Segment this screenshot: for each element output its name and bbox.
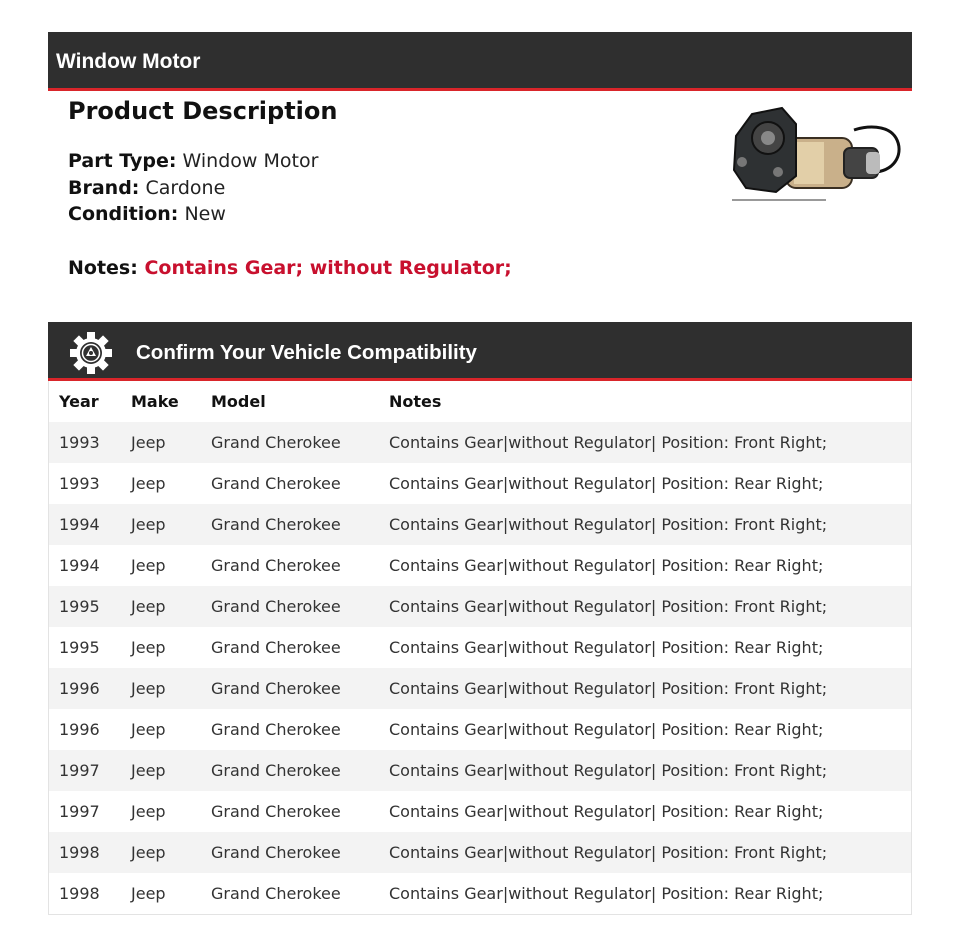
cell-make: Jeep: [121, 504, 201, 545]
table-row: [49, 668, 911, 709]
cell-notes: Contains Gear|without Regulator| Position: Rear Right;: [379, 545, 911, 586]
cell-model: Grand Cherokee: [201, 791, 379, 832]
title-bar: [48, 32, 912, 91]
cell-notes: Contains Gear|without Regulator| Position: Rear Right;: [379, 627, 911, 668]
compatibility-header: [48, 322, 912, 381]
table-row: [49, 709, 911, 750]
product-attributes: [68, 148, 688, 228]
cell-year: 1998: [49, 873, 121, 914]
cell-model: Grand Cherokee: [201, 545, 379, 586]
cell-notes: Contains Gear|without Regulator| Position: Front Right;: [379, 832, 911, 873]
cell-model: Grand Cherokee: [201, 832, 379, 873]
part-type-row: [68, 148, 688, 175]
cell-make: Jeep: [121, 709, 201, 750]
table-row: [49, 627, 911, 668]
table-row: [49, 873, 911, 914]
column-header-make: Make: [131, 392, 179, 411]
part-type-value: Window Motor: [182, 150, 319, 172]
cell-model: Grand Cherokee: [201, 750, 379, 791]
condition-label: Condition:: [68, 203, 179, 225]
cell-notes: Contains Gear|without Regulator| Position: Front Right;: [379, 586, 911, 627]
cell-notes: Contains Gear|without Regulator| Position: Rear Right;: [379, 873, 911, 914]
cell-make: Jeep: [121, 791, 201, 832]
gear-icon: [69, 331, 113, 375]
cell-year: 1996: [49, 709, 121, 750]
brand-value: Cardone: [145, 176, 226, 199]
cell-year: 1995: [49, 627, 121, 668]
window-motor-image: [726, 100, 906, 206]
cell-model: Grand Cherokee: [201, 586, 379, 627]
cell-notes: Contains Gear|without Regulator| Position: Rear Right;: [379, 791, 911, 832]
cell-make: Jeep: [121, 750, 201, 791]
cell-make: Jeep: [121, 668, 201, 709]
table-row: [49, 586, 911, 627]
cell-model: Grand Cherokee: [201, 627, 379, 668]
cell-model: Grand Cherokee: [201, 422, 379, 463]
column-header-year: Year: [59, 392, 99, 411]
cell-year: 1993: [49, 422, 121, 463]
product-image: [726, 100, 906, 206]
cell-model: Grand Cherokee: [201, 709, 379, 750]
column-header-notes: Notes: [389, 392, 442, 411]
cell-notes: Contains Gear|without Regulator| Position: Front Right;: [379, 668, 911, 709]
cell-notes: Contains Gear|without Regulator| Position: Rear Right;: [379, 709, 911, 750]
description-heading: Product Description: [68, 97, 338, 125]
cell-make: Jeep: [121, 832, 201, 873]
cell-make: Jeep: [121, 586, 201, 627]
compatibility-title: Confirm Your Vehicle Compatibility: [136, 341, 477, 364]
cell-make: Jeep: [121, 463, 201, 504]
cell-notes: Contains Gear|without Regulator| Position: Rear Right;: [379, 463, 911, 504]
cell-model: Grand Cherokee: [201, 873, 379, 914]
table-row: [49, 791, 911, 832]
condition-value: New: [184, 203, 226, 225]
cell-notes: Contains Gear|without Regulator| Position: Front Right;: [379, 422, 911, 463]
column-header-model: Model: [211, 392, 266, 411]
cell-year: 1995: [49, 586, 121, 627]
table-row: [49, 832, 911, 873]
cell-notes: Contains Gear|without Regulator| Position: Front Right;: [379, 504, 911, 545]
condition-row: [68, 201, 688, 228]
table-row: [49, 545, 911, 586]
page-title: Window Motor: [56, 50, 201, 73]
cell-make: Jeep: [121, 545, 201, 586]
cell-notes: Contains Gear|without Regulator| Position: Front Right;: [379, 750, 911, 791]
notes-row: [68, 255, 688, 281]
cell-make: Jeep: [121, 873, 201, 914]
cell-model: Grand Cherokee: [201, 463, 379, 504]
cell-model: Grand Cherokee: [201, 504, 379, 545]
brand-label: Brand:: [68, 176, 140, 199]
cell-year: 1994: [49, 545, 121, 586]
cell-year: 1994: [49, 504, 121, 545]
compatibility-table: [48, 381, 912, 915]
product-description: [68, 96, 688, 281]
cell-model: Grand Cherokee: [201, 668, 379, 709]
part-type-label: Part Type:: [68, 150, 177, 172]
notes-value: Contains Gear; without Regulator;: [144, 256, 512, 279]
brand-row: [68, 175, 688, 202]
table-header-row: [49, 381, 911, 422]
cell-year: 1996: [49, 668, 121, 709]
cell-year: 1997: [49, 750, 121, 791]
cell-year: 1998: [49, 832, 121, 873]
cell-make: Jeep: [121, 627, 201, 668]
cell-year: 1993: [49, 463, 121, 504]
table-row: [49, 750, 911, 791]
table-row: [49, 463, 911, 504]
cell-year: 1997: [49, 791, 121, 832]
cell-make: Jeep: [121, 422, 201, 463]
notes-label: Notes:: [68, 256, 138, 279]
table-row: [49, 504, 911, 545]
table-row: [49, 422, 911, 463]
